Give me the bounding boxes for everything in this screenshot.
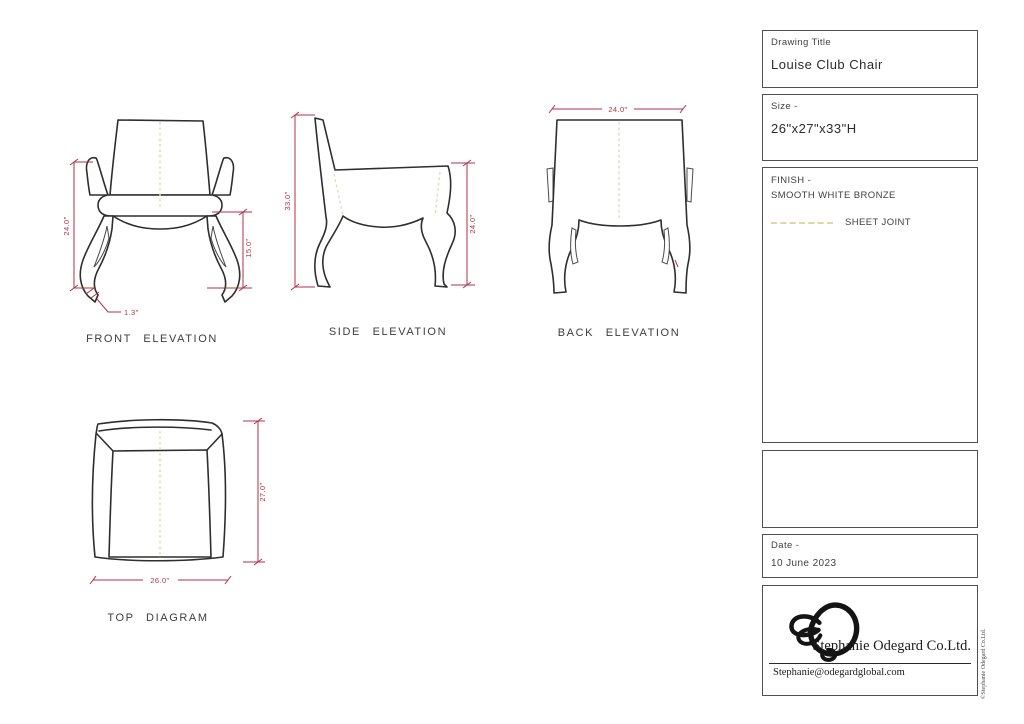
copyright-vertical-text: ©Stephanie Odegard Co.Ltd. — [981, 628, 987, 699]
chair-right-arm — [212, 158, 234, 195]
size-box — [762, 94, 978, 161]
svg-text:24.0": 24.0" — [608, 105, 628, 114]
svg-text:24.0": 24.0" — [468, 214, 477, 234]
side-elevation-drawing — [285, 95, 480, 350]
date-label: Date - — [771, 540, 800, 551]
dimension-depth — [243, 418, 267, 565]
dimension-width — [549, 105, 686, 114]
svg-text:26.0": 26.0" — [150, 576, 170, 585]
date-box — [762, 534, 978, 578]
company-email: Stephanie@odegardglobal.com — [773, 667, 905, 678]
finish-label: FINISH - — [771, 175, 812, 186]
svg-text:33.0": 33.0" — [283, 191, 292, 211]
dimension-total-height — [283, 112, 315, 290]
company-box — [762, 585, 978, 696]
chair-apron — [113, 216, 207, 229]
company-name: Stephanie Odegard Co.Ltd. — [812, 638, 971, 654]
top-diagram-label: TOP DIAGRAM — [107, 612, 209, 624]
svg-text:24.0": 24.0" — [62, 216, 71, 236]
front-elevation-drawing — [60, 95, 260, 350]
chair-left-arm-tip — [547, 168, 553, 202]
chair-left-arm — [86, 158, 108, 195]
chair-side-outline — [315, 118, 455, 287]
finish-box — [762, 167, 978, 443]
front-elevation-label: FRONT ELEVATION — [86, 333, 218, 345]
company-divider — [769, 663, 971, 664]
top-diagram-drawing — [85, 415, 280, 630]
back-elevation-label: BACK ELEVATION — [557, 327, 681, 339]
drawing-title-box — [762, 30, 978, 88]
drawing-title-label: Drawing Title — [771, 37, 832, 48]
date-value: 10 June 2023 — [771, 558, 837, 569]
svg-text:27.0": 27.0" — [258, 482, 267, 502]
svg-text:15.0": 15.0" — [244, 238, 253, 258]
company-logo — [773, 594, 873, 666]
finish-value: SMOOTH WHITE BRONZE — [771, 190, 896, 201]
side-elevation-label: SIDE ELEVATION — [328, 326, 448, 338]
size-label: Size - — [771, 101, 798, 112]
dimension-width — [90, 576, 231, 585]
svg-text:1.3": 1.3" — [124, 308, 139, 317]
sheet-joint-dash-swatch — [771, 222, 833, 224]
sheet-joint-label: SHEET JOINT — [845, 217, 911, 228]
notes-box-empty — [762, 450, 978, 528]
drawing-title-value: Louise Club Chair — [771, 57, 883, 72]
sheet-joint-legend — [771, 217, 969, 228]
chair-right-arm-tip — [687, 168, 693, 202]
size-value: 26"x27"x33"H — [771, 121, 857, 136]
back-elevation-drawing — [520, 90, 720, 350]
